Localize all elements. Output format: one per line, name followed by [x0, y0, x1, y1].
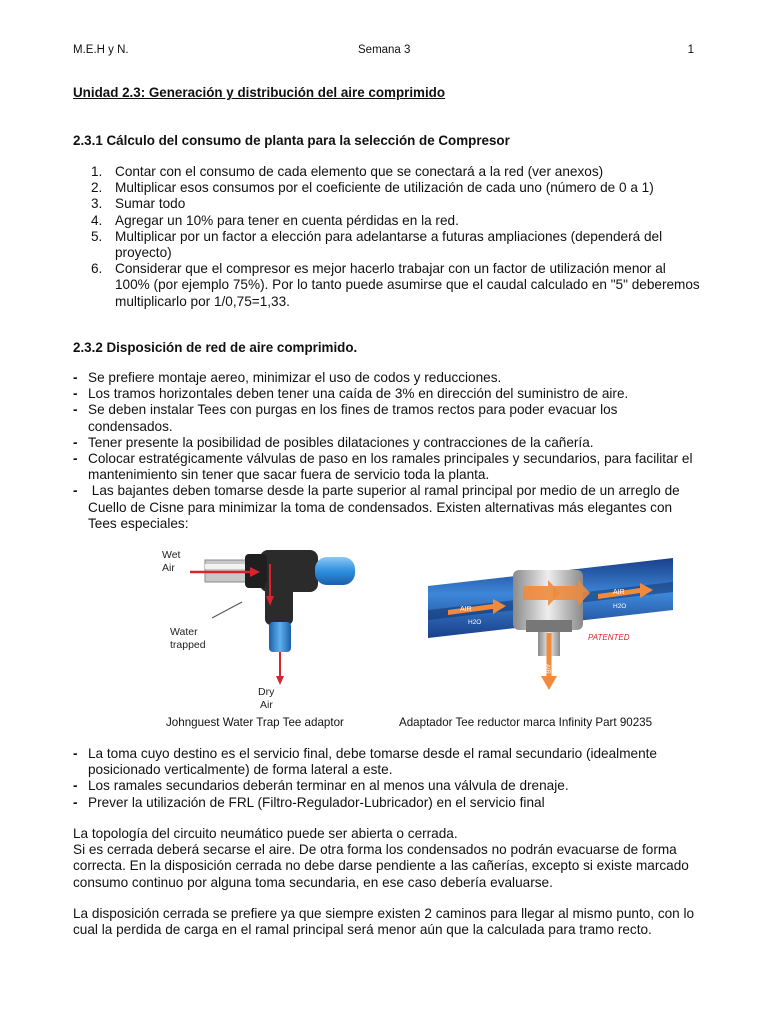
item-number: 1. [91, 164, 103, 179]
list-item [73, 196, 703, 212]
list-item [73, 261, 703, 310]
list-item [73, 386, 703, 402]
list-item [73, 795, 703, 811]
tee-reducer-figure [428, 548, 678, 698]
dash-marker: - [73, 778, 78, 794]
page-number: 1 [687, 44, 694, 56]
label-air-left: AIR [460, 606, 472, 613]
item-text: Agregar un 10% para tener en cuenta pérdidas en la red. [115, 212, 459, 228]
header-author: M.E.H y N. [73, 44, 129, 56]
list-item [73, 370, 703, 386]
paragraph-topologia: La topología del circuito neumático puede ser abierta o cerrada. Si es cerrada deberá secarse el aire. De otra forma los condensados no podrán evacuarse de forma correcta. En la disposición cerrada no debe darse pendiente a las cañerías, excepto si existe marcado consumo continuo por alguna toma secundaria, en ese caso debería evaluarse. [73, 826, 689, 890]
list-item [73, 229, 703, 261]
list-item [73, 483, 703, 532]
item-text: Los ramales secundarios deberán terminar en al menos una válvula de drenaje. [88, 778, 569, 794]
dash-marker: - [73, 746, 78, 761]
item-number: 3. [91, 196, 103, 212]
steps-list [73, 164, 703, 310]
section-title-consumo: 2.3.1 Cálculo del consumo de planta para la selección de Compresor [73, 133, 510, 148]
water-trap-tee-figure [150, 540, 370, 710]
service-list [73, 746, 703, 811]
header-week: Semana 3 [358, 44, 411, 56]
dash-marker: - [73, 451, 78, 467]
section-title-disposicion: 2.3.2 Disposición de red de aire comprimido. [73, 340, 358, 355]
outlet-pipe [315, 557, 355, 585]
recommendations-list [73, 370, 703, 532]
dash-marker: - [73, 434, 78, 450]
label-trapped: trapped [170, 639, 206, 651]
list-item [73, 746, 703, 778]
list-item [73, 213, 703, 229]
dash-marker: - [73, 483, 78, 499]
unit-title: Unidad 2.3: Generación y distribución del aire comprimido [73, 85, 446, 100]
caption-tee-reducer: Adaptador Tee reductor marca Infinity Part 90235 [399, 716, 653, 729]
list-item [73, 778, 703, 794]
item-text: Considerar que el compresor es mejor hacerlo trabajar con un factor de utilización menor al 100% (por ejemplo 75%). Por lo tanto puede asumirse que el caudal calculado en "5" deberemos multiplicarlo por 1/0,75=1,33. [115, 261, 700, 309]
item-number: 2. [91, 180, 103, 196]
label-wet: Wet [162, 549, 181, 561]
caption-water-trap: Johnguest Water Trap Tee adaptor [166, 716, 344, 729]
list-item [73, 164, 703, 180]
item-text: Multiplicar por un factor a elección para adelantarse a futuras ampliaciones (dependerá del proyecto) [115, 228, 663, 261]
dash-marker: - [73, 402, 78, 418]
item-text: Tener presente la posibilidad de posibles dilataciones y contracciones de la cañería. [88, 434, 594, 450]
label-dry: Dry [258, 686, 275, 698]
label-h2o-right: H2O [613, 603, 627, 610]
item-number: 6. [91, 261, 103, 277]
paragraph-disposicion-cerrada: La disposición cerrada se prefiere ya que siempre existen 2 caminos para llegar al mismo punto, con lo cual la perdida de carga en el ramal principal será menor aún que la calculada para tramo recto. [73, 906, 695, 938]
drain-pipe [269, 622, 291, 652]
item-text: Colocar estratégicamente válvulas de paso en los ramales principales y secundarios, para facilitar el mantenimiento sin tener que sacar fuera de servicio toda la planta. [88, 451, 693, 483]
label-h2o-left: H2O [468, 619, 482, 626]
item-text: Se deben instalar Tees con purgas en los fines de tramos rectos para poder evacuar los condensados. [88, 402, 618, 434]
item-text: Se prefiere montaje aereo, minimizar el uso de codos y reducciones. [88, 370, 502, 385]
label-water: Water [170, 626, 198, 638]
list-item [73, 451, 703, 483]
label-dry-air: Air [260, 699, 273, 710]
dash-marker: - [73, 386, 78, 402]
item-text: La toma cuyo destino es el servicio final, debe tomarse desde el ramal secundario (idealmente posicionado verticalmente) de forma lateral a este. [88, 746, 657, 778]
page-header [73, 42, 697, 58]
item-text: Sumar todo [115, 196, 186, 212]
item-text: Multiplicar esos consumos por el coeficiente de utilización de cada uno (número de 0 a 1) [115, 180, 654, 196]
list-item [73, 435, 703, 451]
label-air: Air [162, 562, 175, 574]
dash-marker: - [73, 794, 78, 810]
list-item [73, 402, 703, 434]
list-item [73, 180, 703, 196]
item-number: 5. [91, 228, 103, 244]
label-patented: PATENTED [588, 633, 630, 642]
label-air-right: AIR [613, 589, 625, 596]
item-text: Contar con el consumo de cada elemento que se conectará a la red (ver anexos) [115, 164, 604, 179]
label-air-down: AIR [544, 664, 550, 675]
dash-marker: - [73, 370, 78, 385]
item-text: Prever la utilización de FRL (Filtro-Regulador-Lubricador) en el servicio final [88, 794, 545, 810]
item-text: Los tramos horizontales deben tener una caída de 3% en dirección del suministro de aire. [88, 386, 629, 402]
item-text: Las bajantes deben tomarse desde la parte superior al ramal principal por medio de un arreglo de Cuello de Cisne para minimizar la toma de condensados. Existen alternativas más elegantes con Tees especiales: [88, 483, 684, 531]
item-number: 4. [91, 212, 103, 228]
